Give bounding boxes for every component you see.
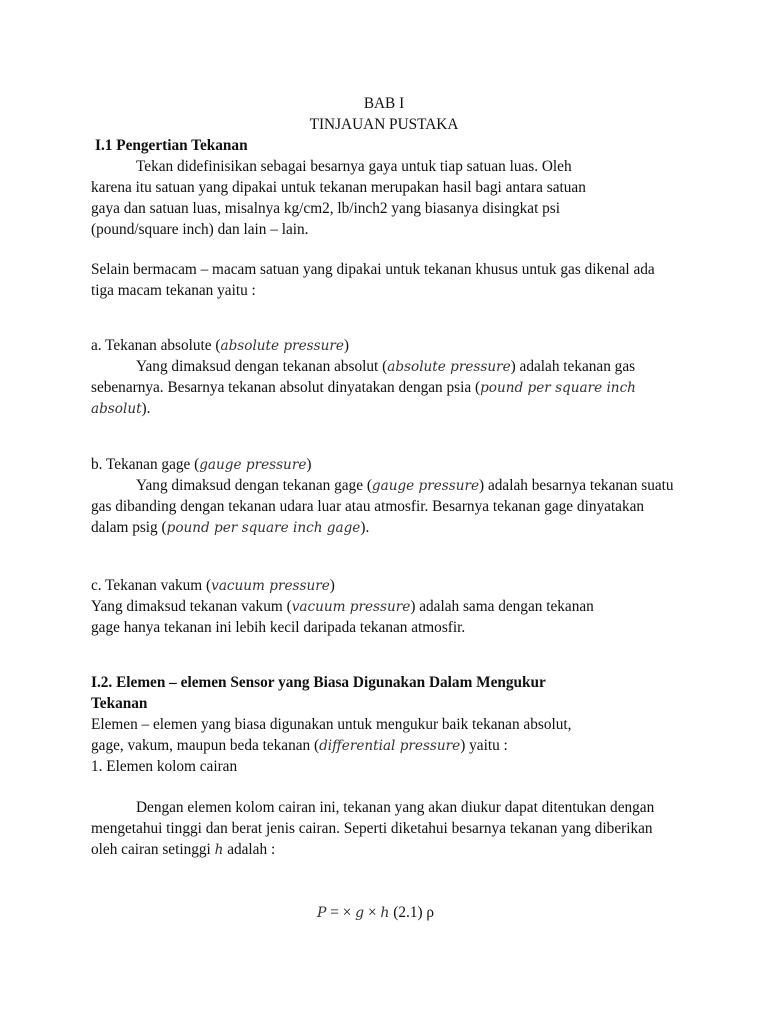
paragraph-line: gage, vakum, maupun beda tekanan (differential pressure) yaitu :	[91, 737, 508, 754]
paragraph-line: Yang dimaksud dengan tekanan gage (gauge pressure) adalah besarnya tekanan suatu	[136, 477, 674, 494]
paragraph-line: gaya dan satuan luas, misalnya kg/cm2, lb/inch2 yang biasanya disingkat psi	[91, 200, 561, 217]
item-b-heading: b. Tekanan gage (gauge pressure)	[91, 456, 312, 473]
chapter-title: TINJAUAN PUSTAKA	[309, 116, 459, 133]
paragraph-line: Yang dimaksud dengan tekanan absolut (absolute pressure) adalah tekanan gas	[136, 358, 636, 375]
chapter-label: BAB I	[363, 95, 405, 112]
paragraph-line: Selain bermacam – macam satuan yang dipakai untuk tekanan khusus untuk gas dikenal ada	[91, 261, 655, 278]
paragraph-line: oleh cairan setinggi h adalah :	[91, 841, 276, 858]
paragraph-line: mengetahui tinggi dan berat jenis cairan. Seperti diketahui besarnya tekanan yang diberikan	[91, 820, 653, 837]
paragraph-line: sebenarnya. Besarnya tekanan absolut dinyatakan dengan psia (pound per square inch	[91, 379, 636, 396]
paragraph-line: gage hanya tekanan ini lebih kecil daripada tekanan atmosfir.	[91, 619, 466, 636]
paragraph-line: (pound/square inch) dan lain – lain.	[91, 221, 309, 238]
list-item: 1. Elemen kolom cairan	[91, 758, 238, 775]
section-heading-2: I.2. Elemen – elemen Sensor yang Biasa Digunakan Dalam Mengukur	[91, 674, 546, 691]
paragraph-line: gas dibanding dengan tekanan udara luar atau atmosfir. Besarnya tekanan gage dinyatakan	[91, 498, 645, 515]
paragraph-line: tiga macam tekanan yaitu :	[91, 282, 256, 299]
paragraph-line: Dengan elemen kolom cairan ini, tekanan yang akan diukur dapat ditentukan dengan	[136, 799, 655, 816]
paragraph-line: dalam psig (pound per square inch gage).	[91, 519, 370, 536]
equation-2-1: P = × g × h (2.1) ρ	[317, 904, 435, 921]
section-heading-2-cont: Tekanan	[91, 695, 148, 712]
paragraph-line: Tekan didefinisikan sebagai besarnya gaya untuk tiap satuan luas. Oleh	[136, 158, 572, 175]
paragraph-line: Elemen – elemen yang biasa digunakan untuk mengukur baik tekanan absolut,	[91, 716, 572, 733]
paragraph-line: Yang dimaksud tekanan vakum (vacuum pressure) adalah sama dengan tekanan	[91, 598, 594, 615]
paragraph-line: absolut).	[91, 400, 151, 417]
section-heading-1: I.1 Pengertian Tekanan	[95, 137, 248, 154]
item-a-heading: a. Tekanan absolute (absolute pressure)	[91, 337, 349, 354]
paragraph-line: karena itu satuan yang dipakai untuk tekanan merupakan hasil bagi antara satuan	[91, 179, 586, 196]
item-c-heading: c. Tekanan vakum (vacuum pressure)	[91, 577, 335, 594]
